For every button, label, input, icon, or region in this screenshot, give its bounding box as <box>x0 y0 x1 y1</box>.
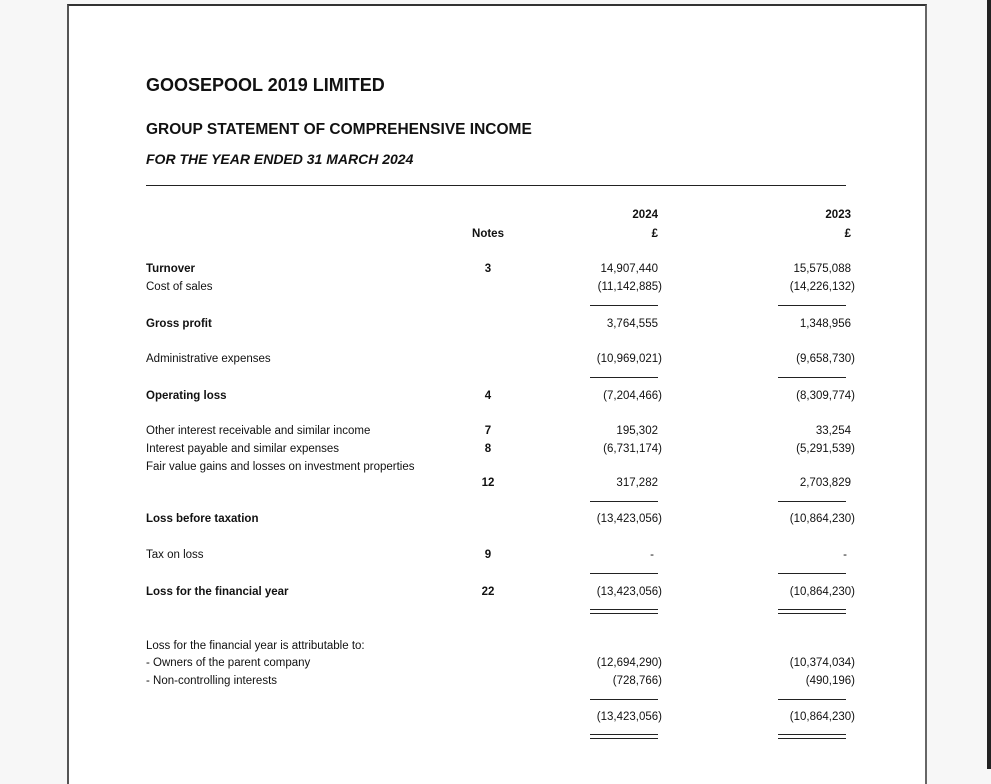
total-double-line <box>778 734 846 739</box>
row-2024-operating-loss: (7,204,466) <box>603 390 662 402</box>
row-label-fair-value: Fair value gains and losses on investment properties <box>146 461 415 473</box>
row-note-operating-loss: 4 <box>484 390 492 402</box>
row-2024-attribution-total: (13,423,056) <box>596 711 662 723</box>
row-2023-other-interest: 33,254 <box>815 425 851 437</box>
subtotal-line <box>590 573 658 574</box>
column-year-2024: 2024 <box>632 209 658 221</box>
total-double-line <box>778 609 846 614</box>
row-label-owners: - Owners of the parent company <box>146 657 311 669</box>
row-note-fair-value: 12 <box>481 477 495 489</box>
row-2024-turnover: 14,907,440 <box>600 263 658 275</box>
statement-title: GROUP STATEMENT OF COMPREHENSIVE INCOME <box>146 121 532 138</box>
row-note-loss-for-year: 22 <box>481 586 495 598</box>
row-label-interest-payable: Interest payable and similar expenses <box>146 443 340 455</box>
row-2023-fair-value: 2,703,829 <box>799 477 851 489</box>
row-2023-interest-payable: (5,291,539) <box>796 443 855 455</box>
row-label-nci: - Non-controlling interests <box>146 675 278 687</box>
subtotal-line <box>778 377 846 378</box>
row-2023-cost-of-sales: (14,226,132) <box>789 281 855 293</box>
subtotal-line <box>590 501 658 502</box>
subtotal-line <box>778 573 846 574</box>
row-2024-gross-profit: 3,764,555 <box>606 318 658 330</box>
column-notes: Notes <box>472 228 504 240</box>
row-2023-tax-on-loss: - <box>843 549 847 561</box>
row-2024-nci: (728,766) <box>612 675 662 687</box>
row-note-tax-on-loss: 9 <box>484 549 492 561</box>
row-label-cost-of-sales: Cost of sales <box>146 281 213 293</box>
row-label-turnover: Turnover <box>146 263 195 275</box>
row-label-loss-for-year: Loss for the financial year <box>146 586 289 598</box>
subtotal-line <box>590 305 658 306</box>
row-2023-operating-loss: (8,309,774) <box>796 390 855 402</box>
row-2024-tax-on-loss: - <box>650 549 654 561</box>
row-2023-owners: (10,374,034) <box>789 657 855 669</box>
subtotal-line <box>590 377 658 378</box>
column-currency-2023: £ <box>844 228 851 240</box>
row-note-interest-payable: 8 <box>484 443 492 455</box>
scrollbar[interactable] <box>987 0 991 769</box>
row-label-loss-before-tax: Loss before taxation <box>146 513 259 525</box>
row-2024-other-interest: 195,302 <box>616 425 658 437</box>
row-2024-loss-before-tax: (13,423,056) <box>596 513 662 525</box>
column-year-2023: 2023 <box>825 209 851 221</box>
row-note-other-interest: 7 <box>484 425 492 437</box>
row-2024-interest-payable: (6,731,174) <box>603 443 662 455</box>
total-double-line <box>590 734 658 739</box>
row-2023-loss-for-year: (10,864,230) <box>789 586 855 598</box>
row-2023-turnover: 15,575,088 <box>793 263 851 275</box>
row-label-admin-expenses: Administrative expenses <box>146 353 271 365</box>
company-name: GOOSEPOOL 2019 LIMITED <box>146 75 385 95</box>
statement-period: FOR THE YEAR ENDED 31 MARCH 2024 <box>146 151 414 167</box>
subtotal-line <box>778 305 846 306</box>
clipped-footer-text <box>146 762 616 769</box>
row-2023-admin-expenses: (9,658,730) <box>796 353 855 365</box>
row-2024-cost-of-sales: (11,142,885) <box>597 281 662 293</box>
row-2024-owners: (12,694,290) <box>596 657 662 669</box>
row-label-operating-loss: Operating loss <box>146 390 227 402</box>
column-currency-2024: £ <box>651 228 658 240</box>
row-note-turnover: 3 <box>484 263 492 275</box>
attribution-heading: Loss for the financial year is attributable to: <box>146 640 365 652</box>
row-label-gross-profit: Gross profit <box>146 318 212 330</box>
row-2023-gross-profit: 1,348,956 <box>799 318 851 330</box>
total-double-line <box>590 609 658 614</box>
row-2024-fair-value: 317,282 <box>616 477 658 489</box>
row-label-other-interest: Other interest receivable and similar income <box>146 425 371 437</box>
row-2023-nci: (490,196) <box>805 675 855 687</box>
header-divider <box>146 185 846 186</box>
row-label-tax-on-loss: Tax on loss <box>146 549 204 561</box>
subtotal-line <box>590 699 658 700</box>
subtotal-line <box>778 501 846 502</box>
row-2023-loss-before-tax: (10,864,230) <box>789 513 855 525</box>
row-2024-loss-for-year: (13,423,056) <box>596 586 662 598</box>
subtotal-line <box>778 699 846 700</box>
row-2023-attribution-total: (10,864,230) <box>789 711 855 723</box>
row-2024-admin-expenses: (10,969,021) <box>596 353 662 365</box>
